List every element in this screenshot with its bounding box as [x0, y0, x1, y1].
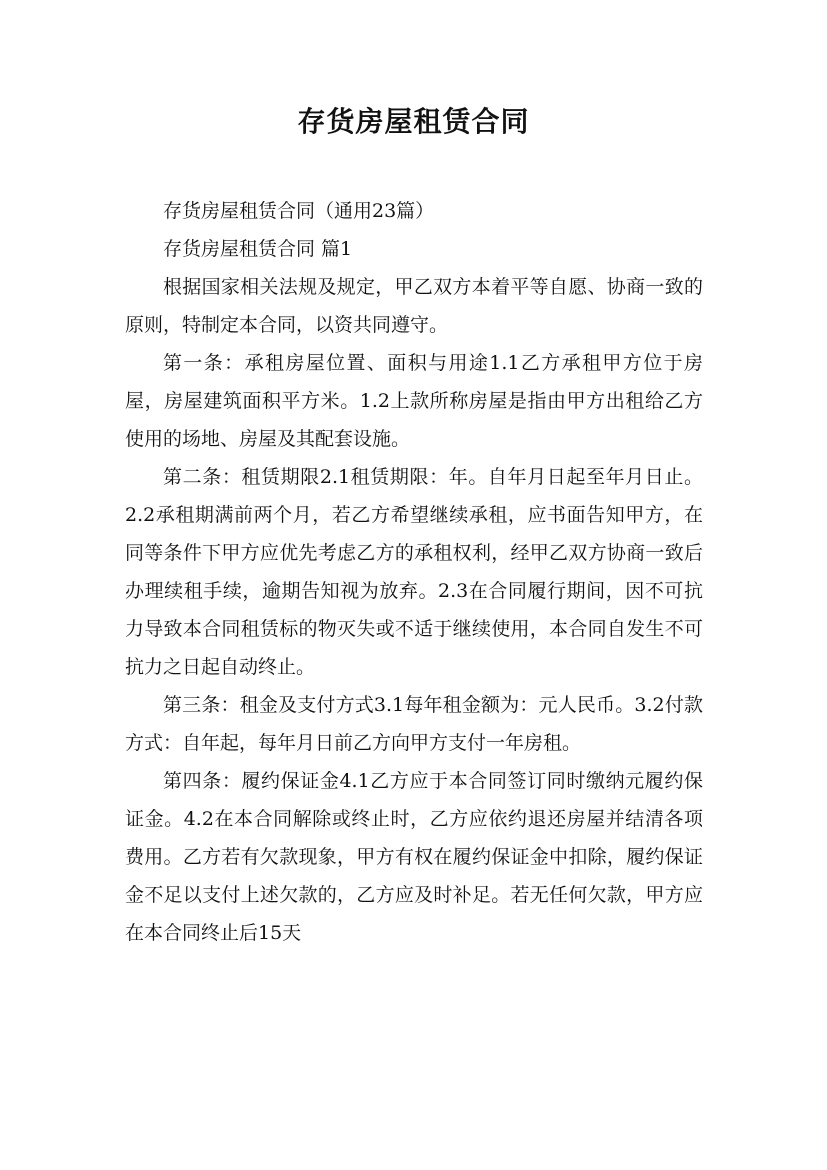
document-title: 存货房屋租赁合同 — [297, 105, 530, 138]
document-body — [125, 192, 703, 952]
paragraph-article-4: 第四条：履约保证金4.1乙方应于本合同签订同时缴纳元履约保证金。4.2在本合同解除或终止时，乙方应依约退还房屋并结清各项费用。乙方若有欠款现象，甲方有权在履约保证金中扣除，履约保证金不足以支付上述欠款的，乙方应及时补足。若无任何欠款，甲方应在本合同终止后15天 — [125, 770, 703, 944]
paragraph-article-1: 第一条：承租房屋位置、面积与用途1.1乙方承租甲方位于房屋，房屋建筑面积平方米。1.2上款所称房屋是指由甲方出租给乙方使用的场地、房屋及其配套设施。 — [125, 352, 703, 450]
paragraph-article-3: 第三条：租金及支付方式3.1每年租金额为：元人民币。3.2付款方式：自年起，每年月日前乙方向甲方支付一年房租。 — [125, 694, 703, 754]
paragraph-article-2: 第二条：租赁期限2.1租赁期限：年。自年月日起至年月日止。2.2承租期满前两个月，若乙方希望继续承租，应书面告知甲方，在同等条件下甲方应优先考虑乙方的承租权利，经甲乙双方协商一致后办理续租手续，逾期告知视为放弃。2.3在合同履行期间，因不可抗力导致本合同租赁标的物灭失或不适于继续使用，本合同自发生不可抗力之日起自动终止。 — [125, 466, 703, 678]
paragraph-preamble: 根据国家相关法规及规定，甲乙双方本着平等自愿、协商一致的原则，特制定本合同，以资共同遵守。 — [125, 276, 703, 336]
paragraph-section-heading: 存货房屋租赁合同 篇1 — [163, 238, 353, 260]
paragraph-subtitle: 存货房屋租赁合同（通用23篇） — [163, 200, 435, 222]
